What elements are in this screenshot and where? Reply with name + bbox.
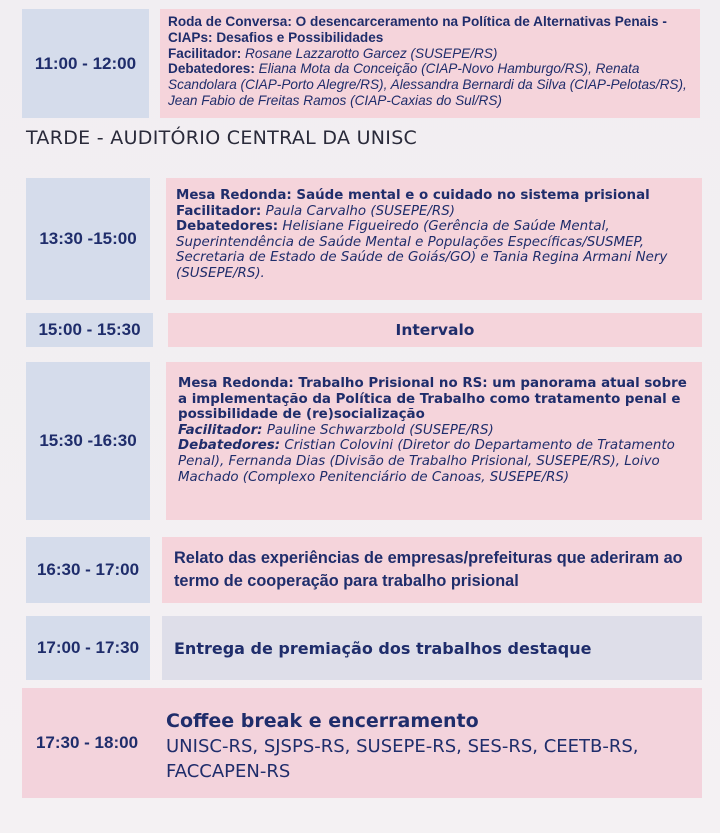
time-slot: 16:30 - 17:00 bbox=[26, 537, 150, 603]
debaters-label: Debatedores: bbox=[168, 61, 255, 77]
time-slot: 15:30 -16:30 bbox=[26, 362, 150, 520]
session-title: Coffee break e encerramento bbox=[166, 710, 479, 732]
facilitator-name: Paula Carvalho (SUSEPE/RS) bbox=[265, 203, 455, 219]
session-title: Mesa Redonda: Trabalho Prisional no RS: um panorama atual sobre a implementação da Política de Trabalho como tratamento penal e possibilidade de (re)socialização bbox=[178, 376, 687, 423]
session-title: Relato das experiências de empresas/prefeituras que aderiram ao termo de cooperação para trabalho prisional bbox=[174, 549, 683, 590]
time-slot: 11:00 - 12:00 bbox=[22, 9, 149, 118]
session-content bbox=[162, 537, 702, 603]
session-content bbox=[166, 178, 702, 300]
session-title: Entrega de premiação dos trabalhos destaque bbox=[174, 638, 592, 658]
debaters-names: Helisiane Figueiredo (Gerência de Saúde Mental, Superintendência de Saúde Mental e Populações Específicas/SUSMEP, Secretaria de Estado de Saúde de Goiás/GO) e Tania Regina Armani Nery (SUSEPE/RS). bbox=[176, 219, 668, 281]
session-content bbox=[162, 616, 702, 680]
debaters-names: Cristian Colovini (Diretor do Departamento de Tratamento Penal), Fernanda Dias (Divisão de Trabalho Prisional, SUSEPE/RS), Loivo Machado (Complexo Penitenciário de Canoas, SUSEPE/RS) bbox=[178, 438, 675, 485]
time-slot: 17:30 - 18:00 bbox=[35, 733, 139, 752]
session-content bbox=[166, 708, 696, 792]
debaters-names: Eliana Mota da Conceição (CIAP-Novo Hamburgo/RS), Renata Scandolara (CIAP-Porto Alegre/RS), Alessandra Bernardi da Silva (CIAP-Pelotas/RS), Jean Fabio de Freitas Ramos (CIAP-Caxias do Sul/RS) bbox=[168, 61, 687, 108]
debaters-label: Debatedores: bbox=[178, 438, 281, 454]
facilitator-label: Facilitador: bbox=[168, 45, 242, 61]
facilitator-name: Rosane Lazzarotto Garcez (SUSEPE/RS) bbox=[245, 45, 498, 61]
organizers: UNISC-RS, SJSPS-RS, SUSEPE-RS, SES-RS, CEETB-RS, FACCAPEN-RS bbox=[166, 736, 639, 782]
session-title: Mesa Redonda: Saúde mental e o cuidado no sistema prisional bbox=[176, 188, 650, 203]
section-title: TARDE - AUDITÓRIO CENTRAL DA UNISC bbox=[26, 127, 418, 149]
session-content bbox=[160, 9, 700, 118]
session-content bbox=[166, 362, 702, 520]
time-slot: 13:30 -15:00 bbox=[26, 178, 150, 300]
break-title: Intervalo bbox=[168, 313, 702, 347]
time-slot: 15:00 - 15:30 bbox=[26, 313, 153, 347]
debaters-label: Debatedores: bbox=[176, 219, 279, 235]
facilitator-label: Facilitador: bbox=[178, 422, 263, 438]
session-title: Roda de Conversa: O desencarceramento na Política de Alternativas Penais - CIAPs: Desafios e Possibilidades bbox=[168, 14, 667, 45]
time-slot: 17:00 - 17:30 bbox=[26, 616, 150, 680]
facilitator-name: Pauline Schwarzbold (SUSEPE/RS) bbox=[266, 422, 494, 438]
facilitator-label: Facilitador: bbox=[176, 203, 262, 219]
